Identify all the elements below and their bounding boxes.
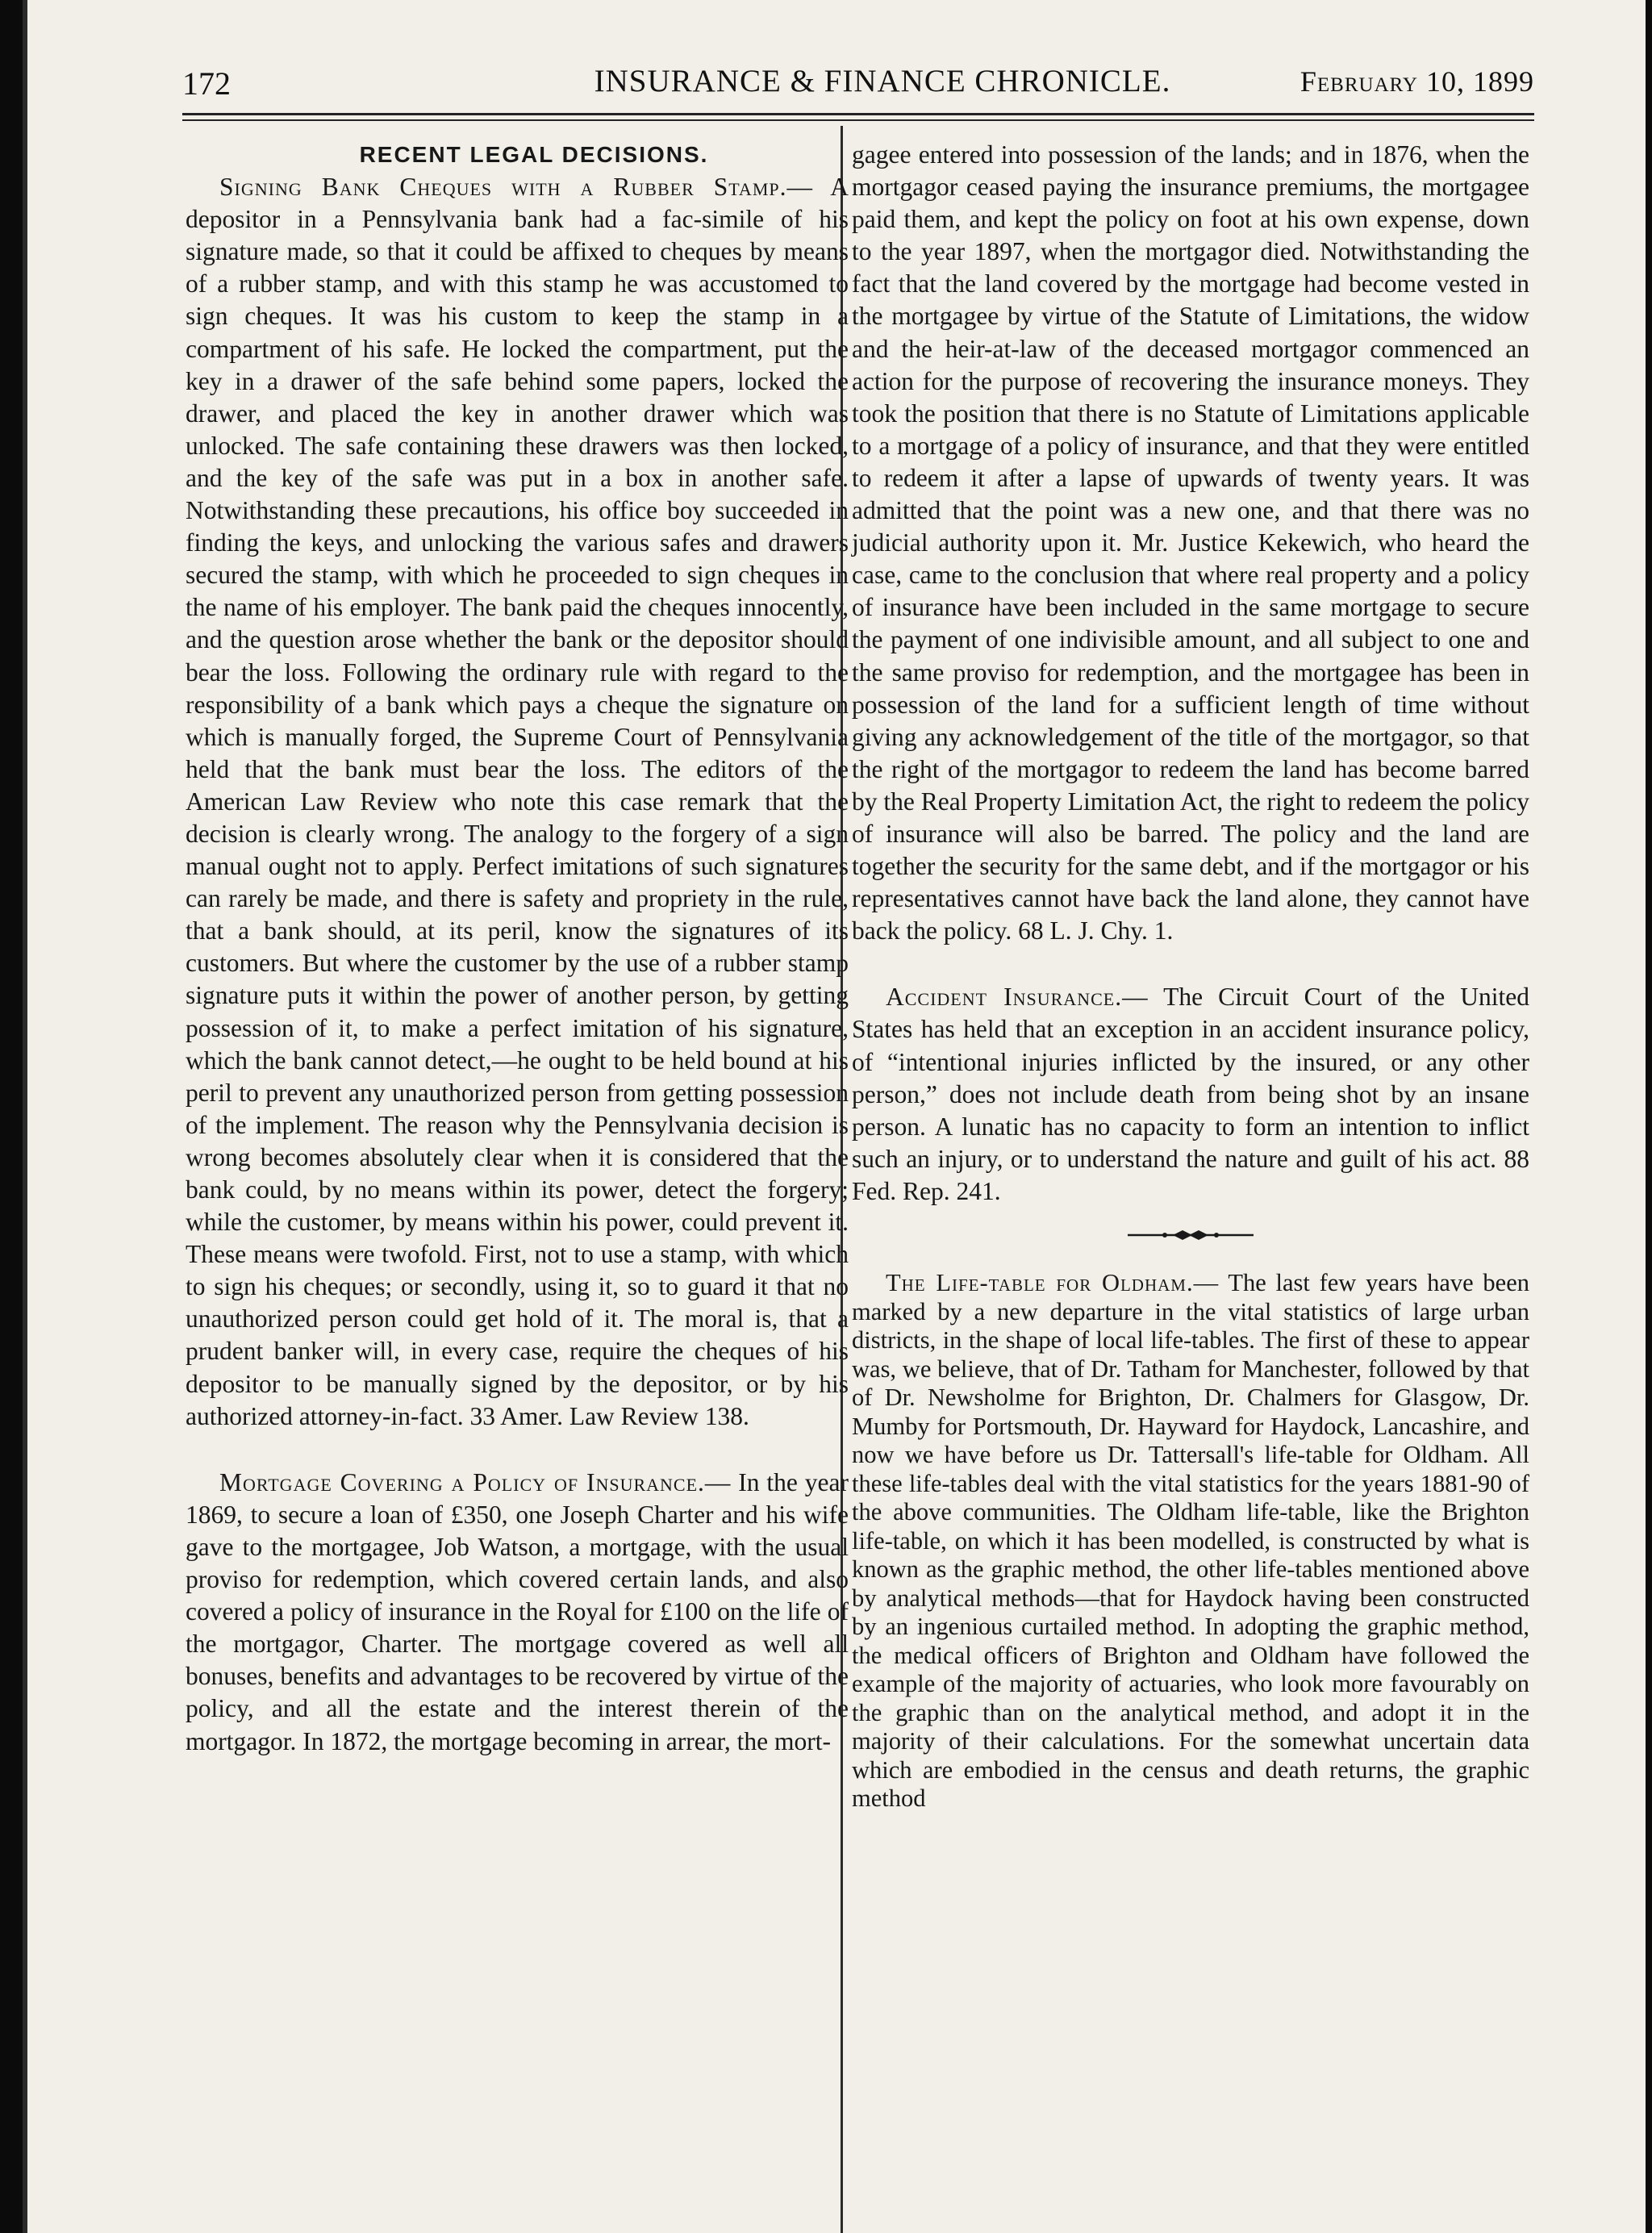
page-edge-left <box>23 0 27 2233</box>
article-title: Mortgage Covering a Policy of Insurance.— <box>219 1467 732 1496</box>
article-mortgage-continued: gagee entered into possession of the lands; and in 1876, when the mortgagor ceased paying the insurance premiums, the mortgagee paid them, and kept the policy on foot at his own expense, down to the year 1897, when the mortgagor died. Notwithstanding the fact that the land covered by the mortgage had become vested in the mortgagee by virtue of the Statute of Limitations, the widow and the heir-at-law of the deceased mortgagor commenced an action for the purpose of recovering the insurance moneys. They took the position that there is no Statute of Limitations applicable to a mortgage of a policy of insurance, and that they were entitled to redeem it after a lapse of upwards of twenty years. It was admitted that the point was a new one, and that there was no judicial authority upon it. Mr. Justice Kekewich, who heard the case, came to the conclusion that where real property and a policy of insurance have been included in the same mortgage to secure the payment of one indivisible amount, and all subject to one and the same proviso for redemption, and the mortgagee has been in possession of the land for a sufficient length of time without giving any acknowledgement of the title of the mortgagor, so that the right of the mortgagor to redeem the land has become barred by the Real Property Limitation Act, the right to redeem the policy of insurance will also be barred. The policy and the land are together the security for the same debt, and if the mortgagor or his representatives cannot have back the land alone, they cannot have back the policy. 68 L. J. Chy. 1. <box>852 140 1529 945</box>
article-rubber-stamp <box>186 171 849 1433</box>
right-column <box>852 139 1529 1814</box>
section-heading: RECENT LEGAL DECISIONS. <box>359 142 709 167</box>
page-number: 172 <box>182 65 231 102</box>
newspaper-page <box>23 0 1646 2233</box>
divider-ornament-icon <box>1126 1227 1255 1243</box>
page-header <box>182 58 1534 106</box>
left-column <box>186 139 849 1758</box>
spacer <box>186 1433 849 1467</box>
article-oldham-block <box>852 1269 1529 1814</box>
article-body: In the year 1869, to secure a loan of £350, one Joseph Charter and his wife gave to the mortgagee, Job Watson, a mortgage, with the usual proviso for redemption, which covered certain lands, and also covered a policy of insurance in the Royal for £100 on the life of the mortgagor, Charter. The mortgage covered as well all bonuses, benefits and advantages to be recovered by virtue of the policy, and all the estate and the interest therein of the mortgagor. In 1872, the mortgage becoming in arrear, the mort- <box>186 1467 849 1755</box>
article-body: The Circuit Court of the United States has held that an exception in an accident insurance policy, of “intentional injuries inflicted by the insured, or any other person,” does not include death from being shot by an insane person. A lunatic has no capacity to form an intention to inflict such an injury, or to understand the nature and guilt of his act. 88 Fed. Rep. 241. <box>852 983 1530 1205</box>
publication-title: INSURANCE & FINANCE CHRONICLE. <box>594 64 1171 98</box>
article-body: The last few years have been marked by a new departure in the vital statistics of large urban districts, in the shape of local life-tables. The first of these to appear was, we believe, that of Dr. Tatham for Manchester, followed by that of Dr. Newsholme for Brighton, Dr. Chalmers for Glasgow, Dr. Mumby for Portsmouth, Dr. Hayward for Haydock, Lancashire, and now we have before us Dr. Tattersall's life-table for Oldham. All these life-tables deal with the vital statistics for the years 1881-90 of the above communities. The Oldham life-table, like the Brighton life-table, on which it has been modelled, is constructed by what is known as the graphic method, the other life-tables mentioned above by analytical methods—that for Haydock having been constructed by an ingenious curtailed method. In adopting the graphic method, the medical officers of Brighton and Oldham have followed the example of the majority of actuaries, who look more favourably on the graphic than on the analytical method, and adopt it in the majority of their calculations. For the somewhat uncertain data which are embodied in the census and death returns, the graphic method <box>852 1269 1530 1813</box>
header-rule-bottom <box>182 119 1534 121</box>
article-title: Accident Insurance.— <box>886 983 1149 1012</box>
spacer <box>852 947 1529 981</box>
issue-date: February 10, 1899 <box>1299 65 1534 98</box>
article-accident-insurance <box>852 981 1529 1208</box>
article-body: A depositor in a Pennsylvania bank had a fac-simile of his signature made, so that it could be affixed to cheques by means of a rubber stamp, and with this stamp he was accustomed to sign cheques. It was his custom to keep the stamp in a compartment of his safe. He locked the compartment, put the key in a drawer of the safe behind some papers, locked the drawer, and placed the key in another drawer which was unlocked. The safe containing these drawers was then locked, and the key of the safe was put in a box in another safe. Notwithstanding these precautions, his office boy succeeded in finding the keys, and unlocking the various safes and drawers secured the stamp, with which he proceeded to sign cheques in the name of his employer. The bank paid the cheques innocently, and the question arose whether the bank or the depositor should bear the loss. Following the ordinary rule with regard to the responsibility of a bank which pays a cheque the signature on which is manually forged, the Supreme Court of Pennsylvania held that the bank must bear the loss. The editors of the American Law Review who note this case remark that the decision is clearly wrong. The analogy to the forgery of a sign manual ought not to apply. Perfect imitations of such signatures can rarely be made, and there is safety and propriety in the rule, that a bank should, at its peril, know the signatures of its customers. But where the customer by the use of a rubber stamp signature puts it within the power of another person, by getting possession of it, to make a perfect imitation of his signature, which the bank cannot detect,—he ought to be held bound at his peril to prevent any unauthorized person from getting possession of the implement. The reason why the Pennsylvania decision is wrong becomes absolutely clear when it is considered that the bank could, by no means within its power, detect the forgery; while the customer, by means within his power, could prevent it. These means were twofold. First, not to use a stamp, with which to sign his cheques; or secondly, using it, so to guard it that no unauthorized person could get hold of it. The moral is, that a prudent banker will, in every case, require the cheques of his depositor to be manually signed by the depositor, or by his authorized attorney-in-fact. 33 Amer. Law Review 138. <box>186 173 849 1430</box>
header-rule-top <box>182 113 1534 115</box>
article-title: Signing Bank Cheques with a Rubber Stamp.— <box>219 173 813 202</box>
article-title: The Life-table for Oldham.— <box>886 1269 1220 1297</box>
article-mortgage <box>186 1467 849 1758</box>
article-life-table <box>852 1269 1529 1814</box>
ornamental-divider <box>852 1219 1529 1251</box>
